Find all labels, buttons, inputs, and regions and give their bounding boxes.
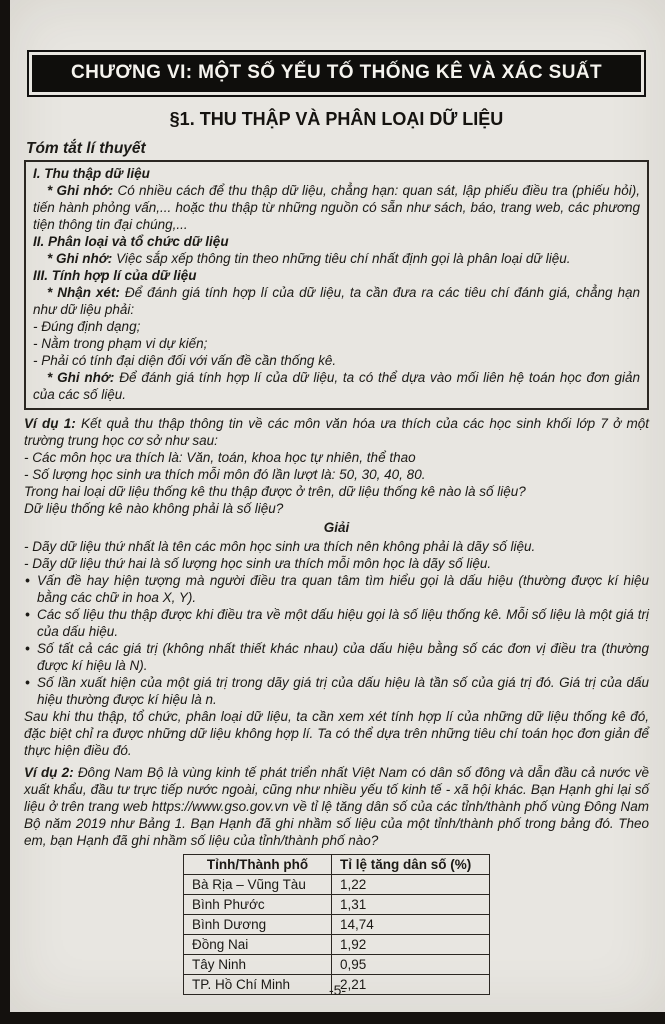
example1-line: Trong hai loại dữ liệu thống kê thu thập được ở trên, dữ liệu thống kê nào là số liệu? <box>24 484 526 499</box>
table-cell: 0,95 <box>332 955 490 975</box>
table-cell: 1,92 <box>332 935 490 955</box>
chapter-title: CHƯƠNG VI: MỘT SỐ YẾU TỐ THỐNG KÊ VÀ XÁC SUẤT <box>32 55 641 92</box>
table-cell: 1,31 <box>332 895 490 915</box>
table-row <box>184 895 490 915</box>
theory-section-heading: II. Phân loại và tổ chức dữ liệu <box>33 234 229 249</box>
theory-line: * Ghi nhớ: Việc sắp xếp thông tin theo những tiêu chí nhất định gọi là phân loại dữ liệu. <box>47 251 571 266</box>
table-cell: Tây Ninh <box>184 955 332 975</box>
theory-line: - Nằm trong phạm vi dự kiến; <box>33 336 208 351</box>
table-cell: TP. Hồ Chí Minh <box>184 975 332 995</box>
theory-section-heading: III. Tính hợp lí của dữ liệu <box>33 268 197 283</box>
table-header-cell: Tỉnh/Thành phố <box>184 855 332 875</box>
table-row <box>184 955 490 975</box>
theory-box <box>24 160 649 410</box>
example1-line: - Dãy dữ liệu thứ hai là số lượng học sinh ưa thích mỗi môn học là dãy số liệu. <box>24 556 492 571</box>
theory-summary-heading: Tóm tắt lí thuyết <box>26 140 146 157</box>
table-cell: 14,74 <box>332 915 490 935</box>
table-header-row <box>184 855 490 875</box>
table-cell: Bình Dương <box>184 915 332 935</box>
bullet-item: • Số tất cả các giá trị (không nhất thiết khác nhau) của dấu hiệu bằng số các đơn vị điều tra (thường được kí hiệu là N). <box>24 640 649 674</box>
example1-line: - Các môn học ưa thích là: Văn, toán, khoa học tự nhiên, thể thao <box>24 450 416 465</box>
example1-line: Dữ liệu thống kê nào không phải là số liệu? <box>24 501 284 516</box>
bullet-item: • Các số liệu thu thập được khi điều tra về một dấu hiệu gọi là số liệu thống kê. Mỗi số liệu là một giá trị của dấu hiệu. <box>24 606 649 640</box>
table-row <box>184 935 490 955</box>
theory-line: * Ghi nhớ: Để đánh giá tính hợp lí của dữ liệu, ta có thể dựa vào mối liên hệ toán học đơn giản của các số liệu. <box>33 370 640 402</box>
section-title: §1. THU THẬP VÀ PHÂN LOẠI DỮ LIỆU <box>169 109 504 129</box>
population-growth-table <box>183 854 490 995</box>
theory-line: - Phải có tính đại diện đối với vấn đề cần thống kê. <box>33 353 337 368</box>
table-cell: 2,21 <box>332 975 490 995</box>
bullet-item: • Số lần xuất hiện của một giá trị trong dãy giá trị của dấu hiệu là tần số của giá trị đó. Giá trị của dấu hiệu thường được kí hiệu là n. <box>24 674 649 708</box>
table-row <box>184 915 490 935</box>
example1-line: Ví dụ 1: Kết quả thu thập thông tin về các môn văn hóa ưa thích của các học sinh khối lớp 7 ở một trường trung học cơ sở như sau: <box>24 416 649 448</box>
example1-line: - Số lượng học sinh ưa thích mỗi môn đó lần lượt là: 50, 30, 40, 80. <box>24 467 426 482</box>
theory-section-heading: I. Thu thập dữ liệu <box>33 166 150 181</box>
example-2 <box>24 764 649 849</box>
theory-lead-label: * Nhận xét: <box>47 285 125 300</box>
table-cell: Bình Phước <box>184 895 332 915</box>
example1-line: - Dãy dữ liệu thứ nhất là tên các môn học sinh ưa thích nên không phải là dãy số liệu. <box>24 539 536 554</box>
theory-line: - Đúng định dạng; <box>33 319 141 334</box>
bullet-item: • Vấn đề hay hiện tượng mà người điều tra quan tâm tìm hiểu gọi là dấu hiệu (thường được kí hiệu bằng các chữ in hoa X, Y). <box>24 572 649 606</box>
theory-line: * Nhận xét: Để đánh giá tính hợp lí của dữ liệu, ta cần đưa ra các tiêu chí đánh giá, chẳng hạn như dữ liệu phải: <box>33 285 640 317</box>
table-cell: Đồng Nai <box>184 935 332 955</box>
theory-line: * Ghi nhớ: Có nhiều cách để thu thập dữ liệu, chẳng hạn: quan sát, lập phiếu điều tra (phiếu hỏi), tiến hành phỏng vấn,... hoặc thu thập từ những nguồn có sẵn như sách, báo, trang web, các phương tiện thông tin đại chúng,... <box>33 183 640 232</box>
table-cell: 1,22 <box>332 875 490 895</box>
textbook-page <box>10 0 665 1012</box>
example2-line: Ví dụ 2: Đông Nam Bộ là vùng kinh tế phát triển nhất Việt Nam có dân số đông và dẫn đầu cả nước về xuất khẩu, đầu tư trực tiếp nước ngoài, cũng như nhiều yếu tố kinh tế - xã hội khác. Bạn Hạnh ghi lại số liệu ở trên trang web https://www.gso.gov.vn về tỉ lệ tăng dân số của các tỉnh/thành phố vùng Đông Nam Bộ năm 2019 như Bảng 1. Bạn Hạnh đã ghi nhầm số liệu của một tỉnh/thành phố trong bảng đó. Theo em, bạn Hạnh đã ghi nhầm số liệu của tỉnh/thành phố nào? <box>24 765 649 848</box>
theory-lead-label: * Ghi nhớ: <box>47 370 120 385</box>
example1-lead-label: Ví dụ 1: <box>24 416 81 431</box>
theory-lead-label: * Ghi nhớ: <box>47 251 117 266</box>
table-header-cell: Tỉ lệ tăng dân số (%) <box>332 855 490 875</box>
table-body <box>184 875 490 995</box>
table-head <box>184 855 490 875</box>
solution-heading: Giải <box>323 520 350 535</box>
page-number: -5- <box>328 982 347 998</box>
theory-lead-label: * Ghi nhớ: <box>47 183 118 198</box>
table-row <box>184 875 490 895</box>
chapter-header-box <box>27 50 646 97</box>
example-1 <box>24 415 649 759</box>
example2-lead-label: Ví dụ 2: <box>24 765 78 780</box>
table-cell: Bà Rịa – Vũng Tàu <box>184 875 332 895</box>
example1-line: Sau khi thu thập, tổ chức, phân loại dữ liệu, ta cần xem xét tính hợp lí của những dữ liệu thống kê đó, đặc biệt chỉ ra được những dữ liệu không hợp lí. Ta có thể dựa trên những tiêu chí toán học đơn giản để thực hiện điều đó. <box>24 709 649 758</box>
